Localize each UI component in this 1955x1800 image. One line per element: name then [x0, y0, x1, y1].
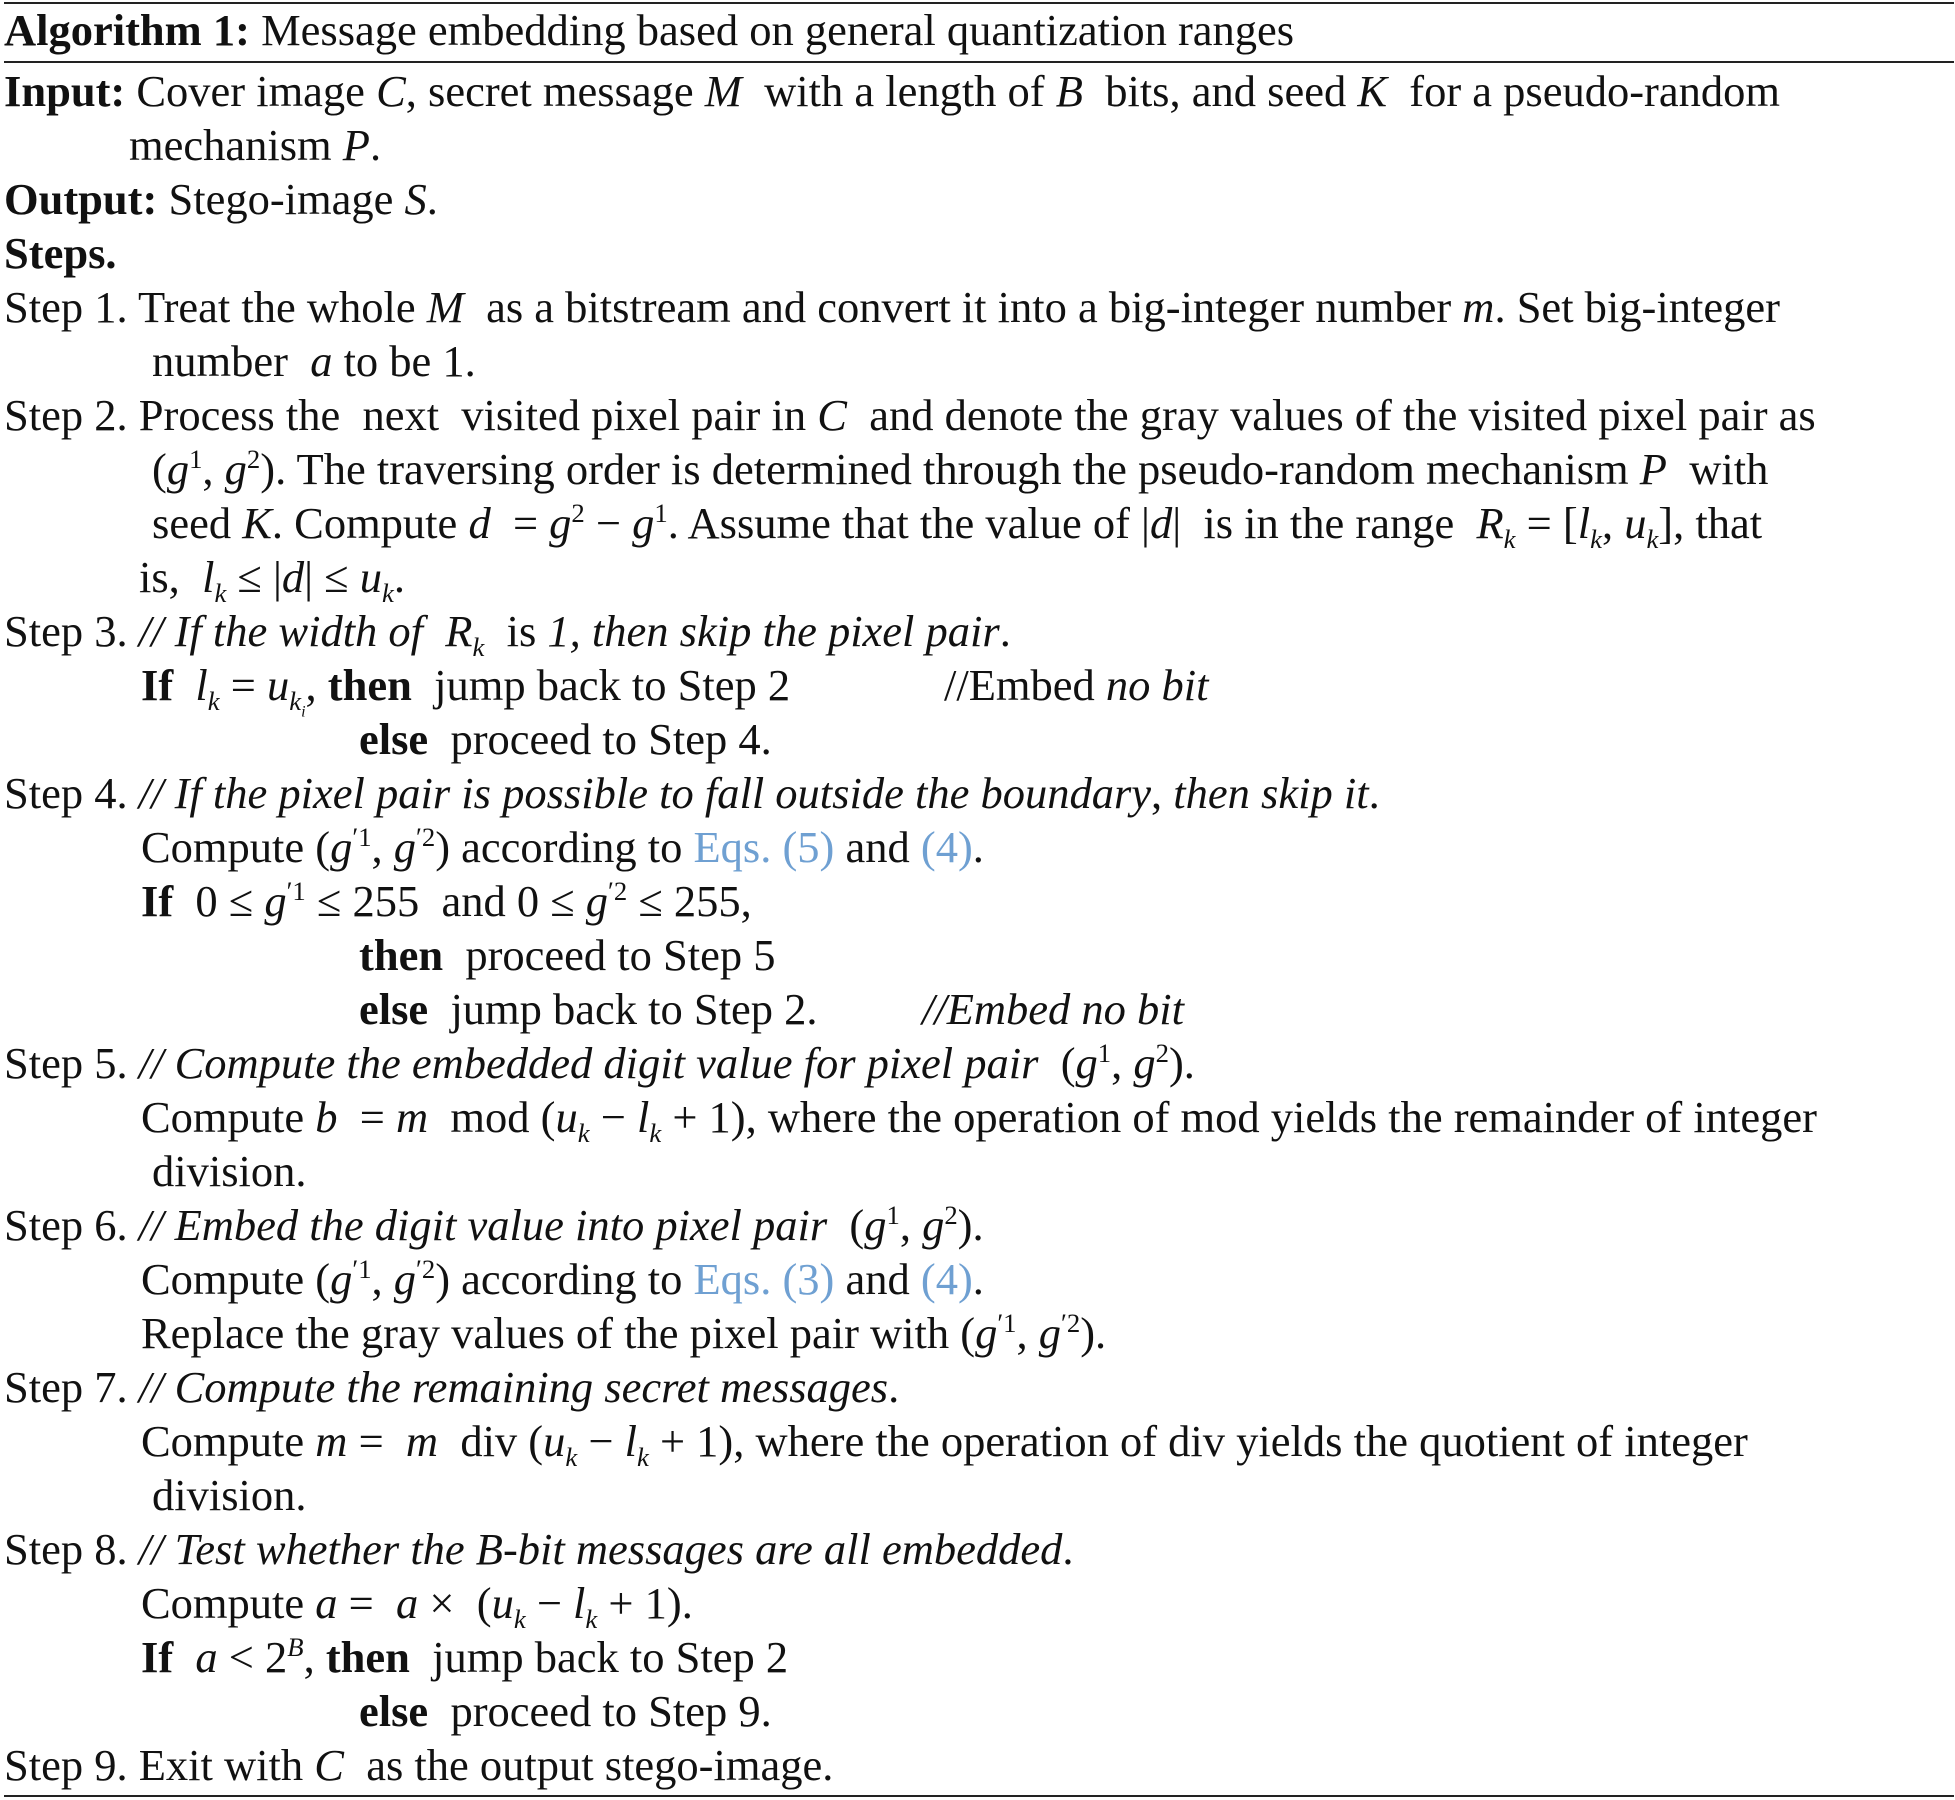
- eq-5-link[interactable]: Eqs. (5): [693, 822, 835, 872]
- step2-line-2: ($g^1$, $g^2$). The traversing order is determined through the pseudo-random mechanism P with: [152, 444, 1769, 494]
- step5-line-2: division.: [152, 1146, 307, 1196]
- step7-comment: Step 7. // Compute the remaining secret messages.: [4, 1362, 900, 1412]
- step6-comment: Step 6. // Embed the digit value into pixel pair ($g^1$, $g^2$).: [4, 1200, 984, 1250]
- step8-else-line: else proceed to Step 9.: [359, 1686, 772, 1736]
- title-rule: [4, 61, 1954, 63]
- step4-then-line: then proceed to Step 5: [359, 930, 776, 980]
- input-line-1: Input: Cover image C, secret message M with a length of B bits, and seed K for a pseudo-random: [4, 66, 1780, 116]
- eq-4-link[interactable]: (4): [920, 822, 973, 872]
- step8-compute-line: Compute $a = a \times (u_k - l_k + 1)$.: [141, 1578, 693, 1634]
- step7-line-1: Compute m = m div $(u_k - l_k + 1)$, where the operation of div yields the quotient of integer: [141, 1416, 1748, 1472]
- eq-3-link[interactable]: Eqs. (3): [693, 1254, 835, 1304]
- step3-if-line: If $l_k = u_{k_i}$, then jump back to Step 2: [141, 660, 791, 721]
- step3-embed-comment: //Embed no bit: [944, 660, 1209, 710]
- algorithm-title: Algorithm 1: Message embedding based on general quantization ranges: [4, 5, 1295, 55]
- step1-line-2: number a to be 1.: [152, 336, 476, 386]
- step8-comment: Step 8. // Test whether the B-bit messages are all embedded.: [4, 1524, 1074, 1574]
- step5-comment: Step 5. // Compute the embedded digit value for pixel pair ($g^1$, $g^2$).: [4, 1038, 1195, 1088]
- bottom-rule: [4, 1795, 1954, 1797]
- step5-line-1: Compute b = m mod $(u_k - l_k + 1)$, where the operation of mod yields the remainder of integer: [141, 1092, 1817, 1148]
- step2-line-4: is, $l_k \le |d| \le u_k$.: [139, 552, 405, 608]
- steps-heading: Steps.: [4, 228, 117, 278]
- step1-line-1: Step 1. Treat the whole M as a bitstream and convert it into a big-integer number m. Set big-integer: [4, 282, 1780, 332]
- step9-line: Step 9. Exit with C as the output stego-image.: [4, 1740, 834, 1790]
- step8-if-line: If $a < 2^B$, then jump back to Step 2: [141, 1632, 789, 1682]
- eq-4-link[interactable]: (4): [920, 1254, 973, 1304]
- step2-line-3: seed K. Compute $d = g^2 - g^1$. Assume that the value of |d| is in the range $R_k = [l_k$, $u_k$], that: [152, 498, 1763, 554]
- step4-else-line: else jump back to Step 2.: [359, 984, 818, 1034]
- step3-comment: Step 3. // If the width of $R_k$ is 1, then skip the pixel pair.: [4, 606, 1011, 662]
- step4-embed-comment: //Embed no bit: [922, 984, 1185, 1034]
- step4-compute-line: Compute ($g^{'1}$, $g^{'2}$) according to Eqs. (5) and (4).: [141, 822, 984, 872]
- step6-replace-line: Replace the gray values of the pixel pair with ($g^{'1}$, $g^{'2}$).: [141, 1308, 1107, 1358]
- input-line-2: mechanism P.: [129, 120, 382, 170]
- output-line: Output: Stego-image S.: [4, 174, 438, 224]
- step7-line-2: division.: [152, 1470, 307, 1520]
- step6-compute-line: Compute ($g^{'1}$, $g^{'2}$) according to Eqs. (3) and (4).: [141, 1254, 984, 1304]
- step4-if-line: If $0 \le g^{'1} \le 255$ and $0 \le g^{'2} \le 255$,: [141, 876, 752, 926]
- step4-comment: Step 4. // If the pixel pair is possible to fall outside the boundary, then skip it.: [4, 768, 1380, 818]
- step2-line-1: Step 2. Process the next visited pixel pair in C and denote the gray values of the visited pixel pair as: [4, 390, 1816, 440]
- step3-else-line: else proceed to Step 4.: [359, 714, 772, 764]
